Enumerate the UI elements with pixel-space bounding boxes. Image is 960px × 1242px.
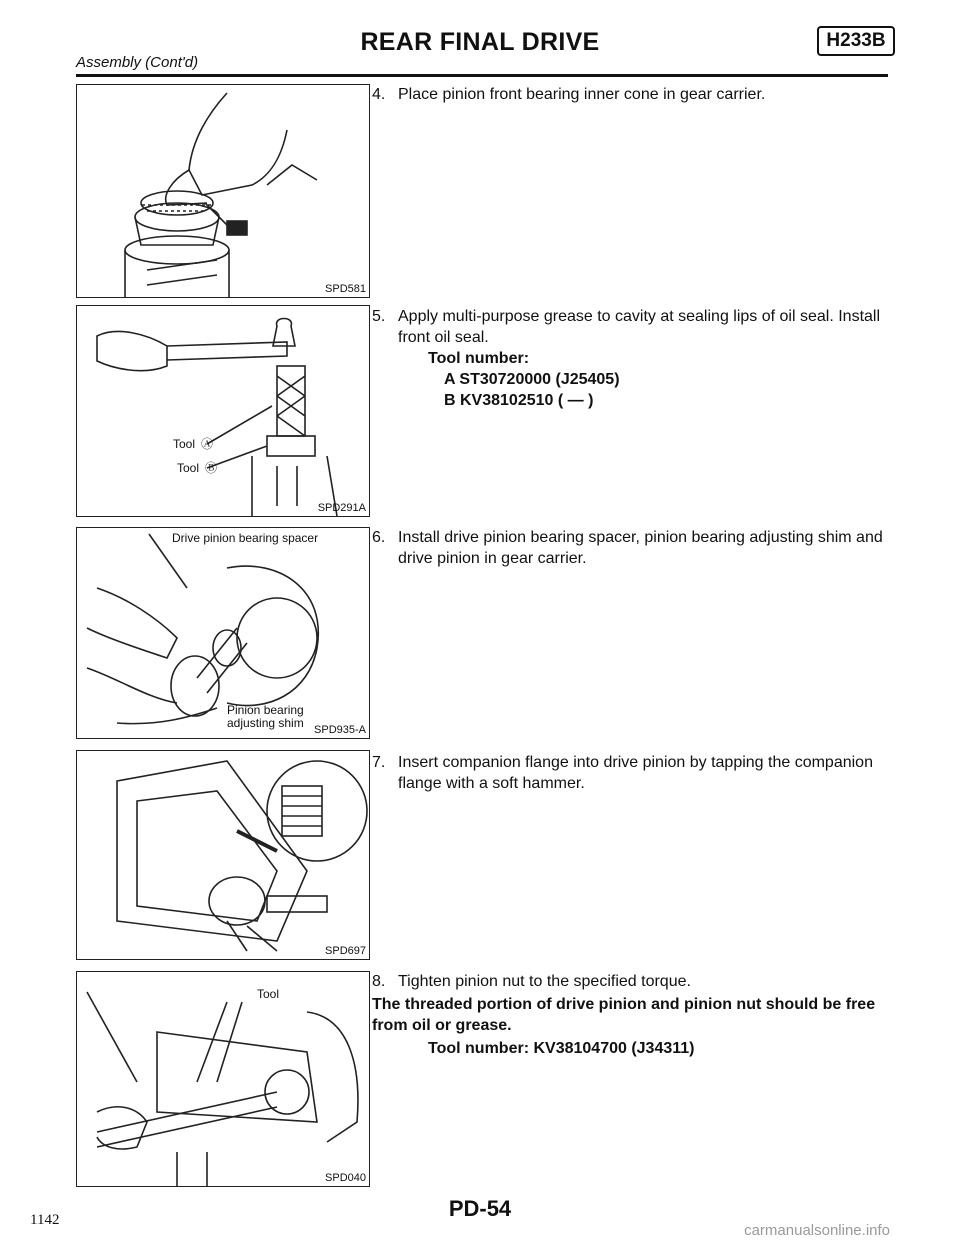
oil-seal-install-illustration (77, 306, 369, 516)
companion-flange-illustration (77, 751, 369, 959)
figure-code: SPD697 (325, 945, 366, 957)
figure-spd581 (76, 84, 370, 298)
page-number: 1142 (30, 1212, 60, 1228)
step-8 (372, 971, 888, 992)
figure-spd291a (76, 305, 370, 517)
tool-a: A ST30720000 (J25405) (444, 371, 620, 388)
figure-spd935a (76, 527, 370, 739)
spacer-callout: Drive pinion bearing spacer (172, 531, 319, 545)
step-8-note: The threaded portion of drive pinion and pinion nut should be free from oil or grease. (372, 996, 876, 1034)
step-number: 5. (372, 308, 386, 325)
bearing-cone-illustration (77, 85, 369, 297)
tool-b-label: Tool (177, 461, 200, 475)
section-subtitle: Assembly (Cont'd) (76, 54, 199, 71)
tool-b: B KV38102510 ( — ) (444, 392, 594, 409)
figure-code: SPD935-A (314, 724, 366, 736)
tool-callout: Tool (257, 987, 280, 1001)
step-7 (372, 752, 888, 794)
pinion-nut-torque-illustration (77, 972, 369, 1186)
step-4 (372, 84, 888, 105)
page-code: PD-54 (448, 1196, 512, 1221)
step-number: 6. (372, 529, 386, 546)
figure-spd697 (76, 750, 370, 960)
figure-code: SPD291A (317, 502, 366, 514)
step-8-tool: Tool number: KV38104700 (J34311) (428, 1040, 695, 1057)
figure-code: SPD040 (325, 1172, 366, 1184)
shim-callout: Pinion bearing adjusting shim (227, 703, 304, 730)
step-text: Place pinion front bearing inner cone in gear carrier. (398, 86, 766, 103)
step-text: Apply multi-purpose grease to cavity at sealing lips of oil seal. Install front oil seal. (398, 308, 881, 346)
watermark: carmanualsonline.info (744, 1222, 890, 1239)
step-text: Insert companion flange into drive pinion by tapping the companion flange with a soft hammer. (398, 754, 873, 792)
step-number: 4. (372, 86, 386, 103)
step-6 (372, 527, 888, 569)
step-5 (372, 306, 888, 411)
tool-b-marker: Ⓑ (205, 461, 218, 475)
figure-spd040 (76, 971, 370, 1187)
figure-code: SPD581 (325, 283, 366, 295)
step-number: 8. (372, 973, 386, 990)
step-text: Install drive pinion bearing spacer, pinion bearing adjusting shim and drive pinion in gear carrier. (398, 529, 883, 567)
tool-a-marker: Ⓐ (201, 437, 214, 451)
header-rule (76, 74, 888, 77)
tool-a-label: Tool (173, 437, 196, 451)
tool-number-heading: Tool number: (428, 350, 530, 367)
model-badge: H233B (817, 26, 895, 56)
step-text: Tighten pinion nut to the specified torque. (398, 973, 691, 990)
step-number: 7. (372, 754, 386, 771)
page-title: REAR FINAL DRIVE (360, 28, 600, 56)
